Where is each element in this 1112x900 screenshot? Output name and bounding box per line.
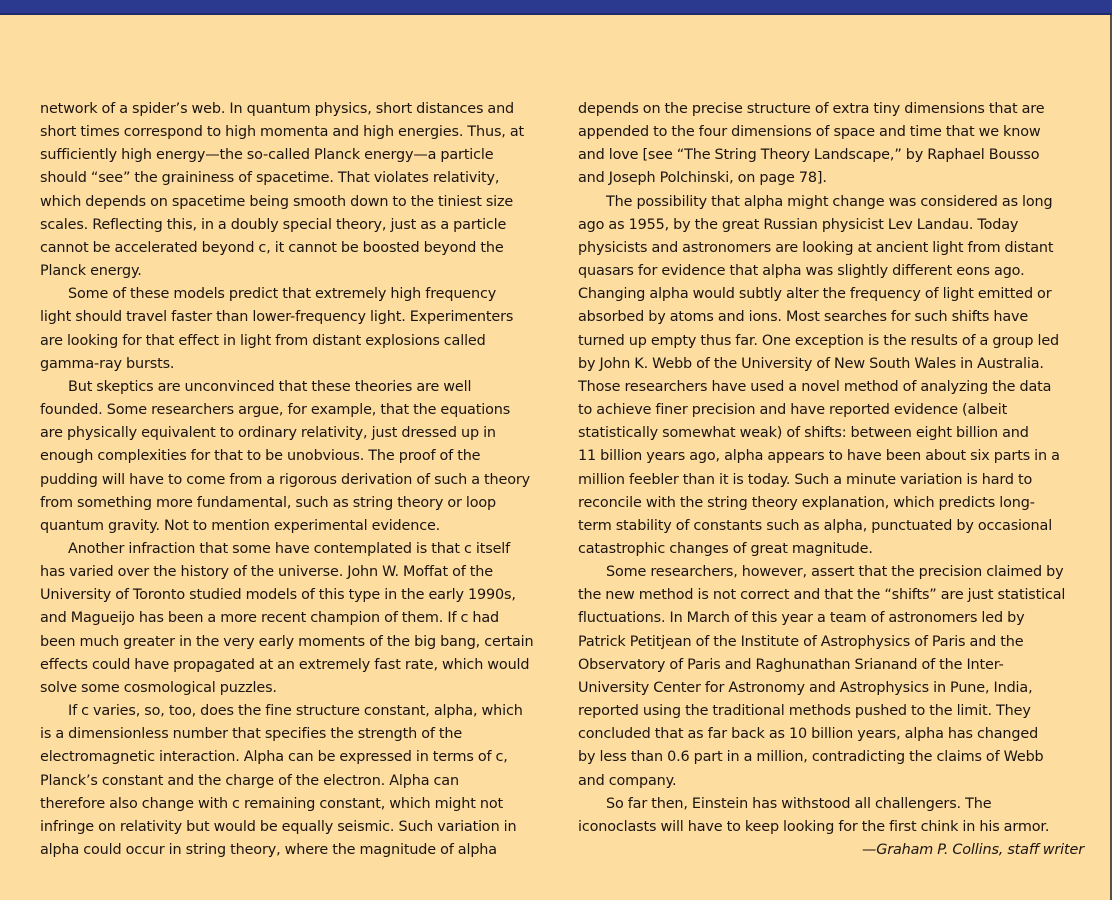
paragraph-varying-c: Another infraction that some have contemplated is that c itself has varied over the history of the universe. John W. Moffat of the University of Toronto studied models of this type in the early 1990s, and Magueijo has been a more recent champion of them. If c had been much greater in the very early moments of the big bang, certain effects could have propagated at an extremely fast rate, which would solve some cosmological puzzles. xyxy=(40,540,534,696)
paragraph-alpha-change: The possibility that alpha might change was considered as long ago as 1955, by the great Russian physicist Lev Landau. Today physicists and astronomers are looking at ancient light from distant quasars for evidence that alpha was slightly different eons ago. Changing alpha would subtly alter the frequency of light emitted or absorbed by atoms and ions. Most searches for such shifts have turned up empty thus far. One exception is the results of a group led by John K. Webb of the University of New South Wales in Australia. Those researchers have used a novel method of analyzing the data to achieve finer precision and have reported evidence (albeit statistically somewhat weak) of shifts: between eight billion and 11 billion years ago, alpha appears to have been about six parts in a million feebler than it is today. Such a minute variation is hard to reconcile with the string theory explanation, which predicts long- term stability of constants such as alpha, punctuated by occasional catastrophic changes of great magnitude. xyxy=(578,193,1060,557)
paragraph-high-frequency-light: Some of these models predict that extremely high frequency light should travel faster than lower-frequency light. Experimenters are looking for that effect in light from distant explosions called gamma-ray bursts. xyxy=(40,286,514,372)
right-text-column xyxy=(578,98,1090,862)
paragraph-extra-dimensions: depends on the precise structure of extra tiny dimensions that are appended to the four dimensions of space and time that we know and love [see “The String Theory Landscape,” by Raphael Bousso and Joseph Polchinski, on page 78]. xyxy=(578,101,1045,187)
paragraph-conclusion: So far then, Einstein has withstood all challengers. The iconoclasts will have to keep looking for the first chink in his armor. xyxy=(578,795,1050,835)
paragraph-skeptics: But skeptics are unconvinced that these theories are well founded. Some researchers argue, for example, that the equations are physically equivalent to ordinary relativity, just dressed up in enough complexities for that to be unobvious. The proof of the pudding will have to come from a rigorous derivation of such a theory from something more fundamental, such as string theory or loop quantum gravity. Not to mention experimental evidence. xyxy=(40,378,531,534)
author-byline: —Graham P. Collins, staff writer xyxy=(861,842,1084,858)
paragraph-continuation: network of a spider’s web. In quantum physics, short distances and short times correspond to high momenta and high energies. Thus, at sufficiently high energy—the so-called Planck energy—a particle should “see” the graininess of spacetime. That violates relativity, which depends on spacetime being smooth down to the tiniest size scales. Reflecting this, in a doubly special theory, just as a particle cannot be accelerated beyond c, it cannot be boosted beyond the Planck energy. xyxy=(40,101,525,280)
paragraph-fine-structure-constant: If c varies, so, too, does the fine structure constant, alpha, which is a dimensionless number that specifies the strength of the electromagnetic interaction. Alpha can be expressed in terms of c, Planck’s constant and the charge of the electron. Alpha can therefore also change with c remaining constant, which might not infringe on relativity but would be equally seismic. Such variation in alpha could occur in string theory, where the magnitude of alpha xyxy=(40,703,523,858)
paragraph-researchers-dispute: Some researchers, however, assert that the precision claimed by the new method is not correct and that the “shifts” are just statistical fluctuations. In March of this year a team of astronomers led by Patrick Petitjean of the Institute of Astrophysics of Paris and the Observatory of Paris and Raghunathan Srianand of the Inter- University Center for Astronomy and Astrophysics in Pune, India, reported using the traditional methods pushed to the limit. They concluded that as far back as 10 billion years, alpha has changed by less than 0.6 part in a million, contradicting the claims of Webb and company. xyxy=(578,564,1066,789)
top-color-bar xyxy=(0,0,1112,15)
left-text-column xyxy=(40,98,552,862)
